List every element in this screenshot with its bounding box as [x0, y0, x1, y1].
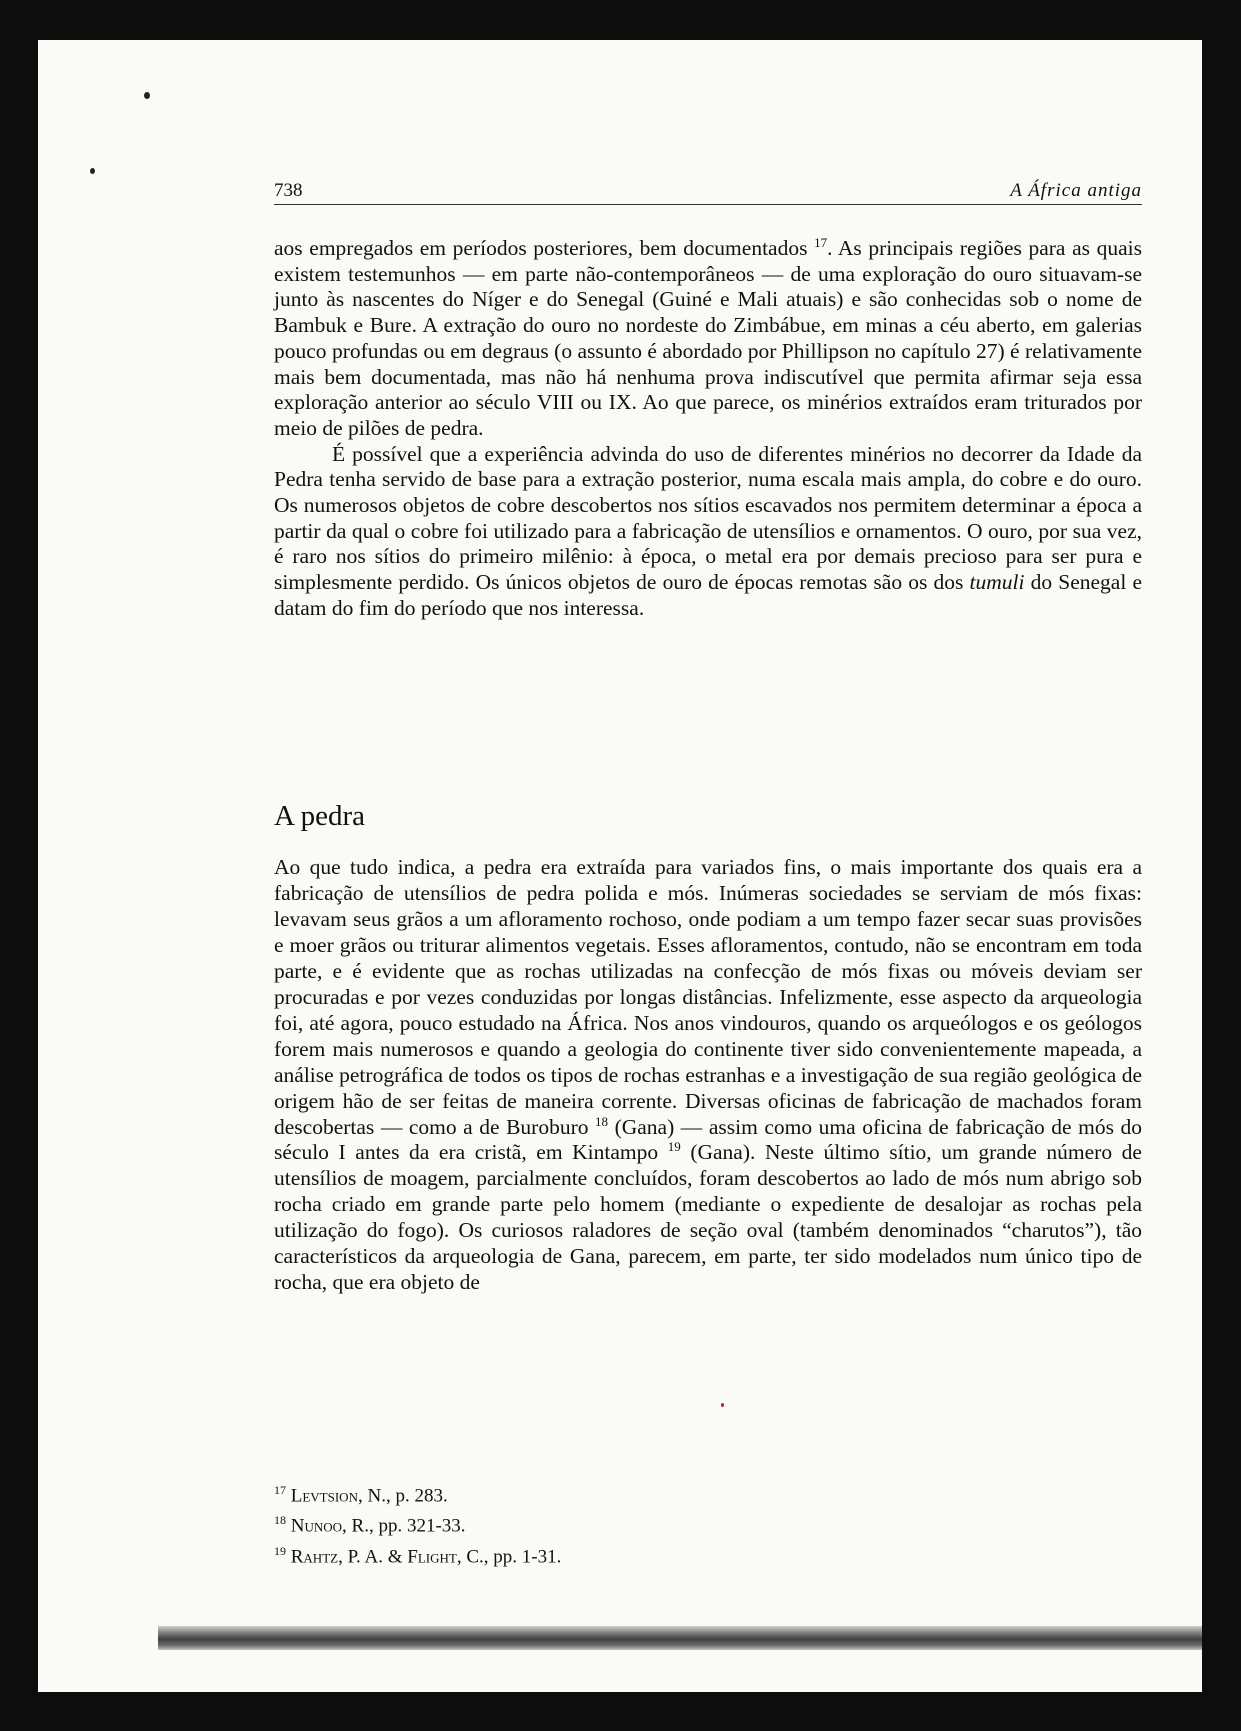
- scan-speck: [721, 1403, 724, 1407]
- paragraph-stone: Ao que tudo indica, a pedra era extraída para variados fins, o mais importante dos quais era a fabricação de utensílios de pedra polida e mós. Inúmeras sociedades se serviam de mós fixas: levavam seus grãos a um afloramento rochoso, onde podiam a um tempo fazer secar suas provisões e moer grãos ou triturar alimentos vegetais. Esses afloramentos, contudo, não se encontram em toda parte, e é evidente que as rochas utilizadas na confecção de mós fixas ou móveis deviam ser procuradas e por vezes conduzidas por longas distâncias. Infelizmente, esse aspecto da arqueologia foi, até agora, pouco estudado na África. Nos anos vindouros, quando os arqueólogos e os geólogos forem mais numerosos e quando a geologia do continente tiver sido convenientemente mapeada, a análise petrográfica de todos os tipos de rochas estranhas e a investigação de sua região geológica de origem hão de ser feitas de maneira corrente. Diversas oficinas de fabricação de machados foram descobertas — como a de Buroburo $^{18}$ (Gana) — assim como uma oficina de fabricação de mós do século I antes da era cristã, em Kintampo $^{19}$ (Gana). Neste último sítio, um grande número de utensílios de moagem, parcialmente concluídos, foram descobertos ao lado de mós num abrigo sob rocha criado em grande parte pelo homem (mediante o expediente de desalojar as rochas pela utilização do fogo). Os curiosos raladores de seção oval (também denominados “charutos”), tão característicos da arqueologia de Gana, parecem, em parte, ter sido modelados num único tipo de rocha, que era objeto de: [274, 855, 1142, 1295]
- footnote-19: $^{19}$ Rahtz, P. A. & Flight, C., pp. 1-31.: [274, 1543, 562, 1567]
- section-body: [274, 855, 1142, 1296]
- scan-speck: [90, 168, 95, 174]
- scan-artifact-bar: [158, 1626, 1202, 1650]
- section-heading: A pedra: [274, 800, 365, 832]
- page-header: [274, 180, 1142, 205]
- body-text: [274, 236, 1142, 622]
- footnote-ref-17: 17: [814, 234, 828, 250]
- footnotes: [274, 1478, 974, 1569]
- document-page: [38, 40, 1202, 1692]
- paragraph-continued: aos empregados em períodos posteriores, bem documentados $^{17}$. As principais regiões para as quais existem testemunhos — em parte não-contemporâneos — de uma exploração do ouro situavam-se junto às nascentes do Níger e do Senegal (Guiné e Mali atuais) e são conhecidas sob o nome de Bambuk e Bure. A extração do ouro no nordeste do Zimbábue, em minas a céu aberto, em galerias pouco profundas ou em degraus (o assunto é abordado por Phillipson no capítulo 27) é relativamente mais bem documentada, mas não há nenhuma prova indiscutível que permita afirmar seja essa exploração anterior ao século VIII ou IX. Ao que parece, os minérios extraídos eram triturados por meio de pilões de pedra.: [274, 234, 1143, 440]
- scan-speck: [144, 92, 150, 99]
- footnote-ref-19: 19: [667, 1139, 681, 1155]
- footnote-ref-18: 18: [595, 1113, 609, 1129]
- footnote-18: $^{18}$ Nunoo, R., pp. 321-33.: [274, 1513, 466, 1537]
- page-number: 738: [274, 180, 303, 201]
- running-title: A África antiga: [1010, 180, 1142, 201]
- footnote-17: $^{17}$ Levtsion, N., p. 283.: [274, 1483, 448, 1507]
- italic-term: tumuli: [969, 570, 1025, 595]
- paragraph-copper-gold: É possível que a experiência advinda do uso de diferentes minérios no decorrer da Idade da Pedra tenha servido de base para a extração posterior, numa escala mais ampla, do cobre e do ouro. Os numerosos objetos de cobre descobertos nos sítios escavados nos permitem determinar a época a partir da qual o cobre foi utilizado para a fabricação de utensílios e ornamentos. O ouro, por sua vez, é raro nos sítios do primeiro milênio: à época, o metal era por demais precioso para ser pura e simplesmente perdido. Os únicos objetos de ouro de épocas remotas são os dos tumuli do Senegal e datam do fim do período que nos interessa.: [274, 441, 1142, 620]
